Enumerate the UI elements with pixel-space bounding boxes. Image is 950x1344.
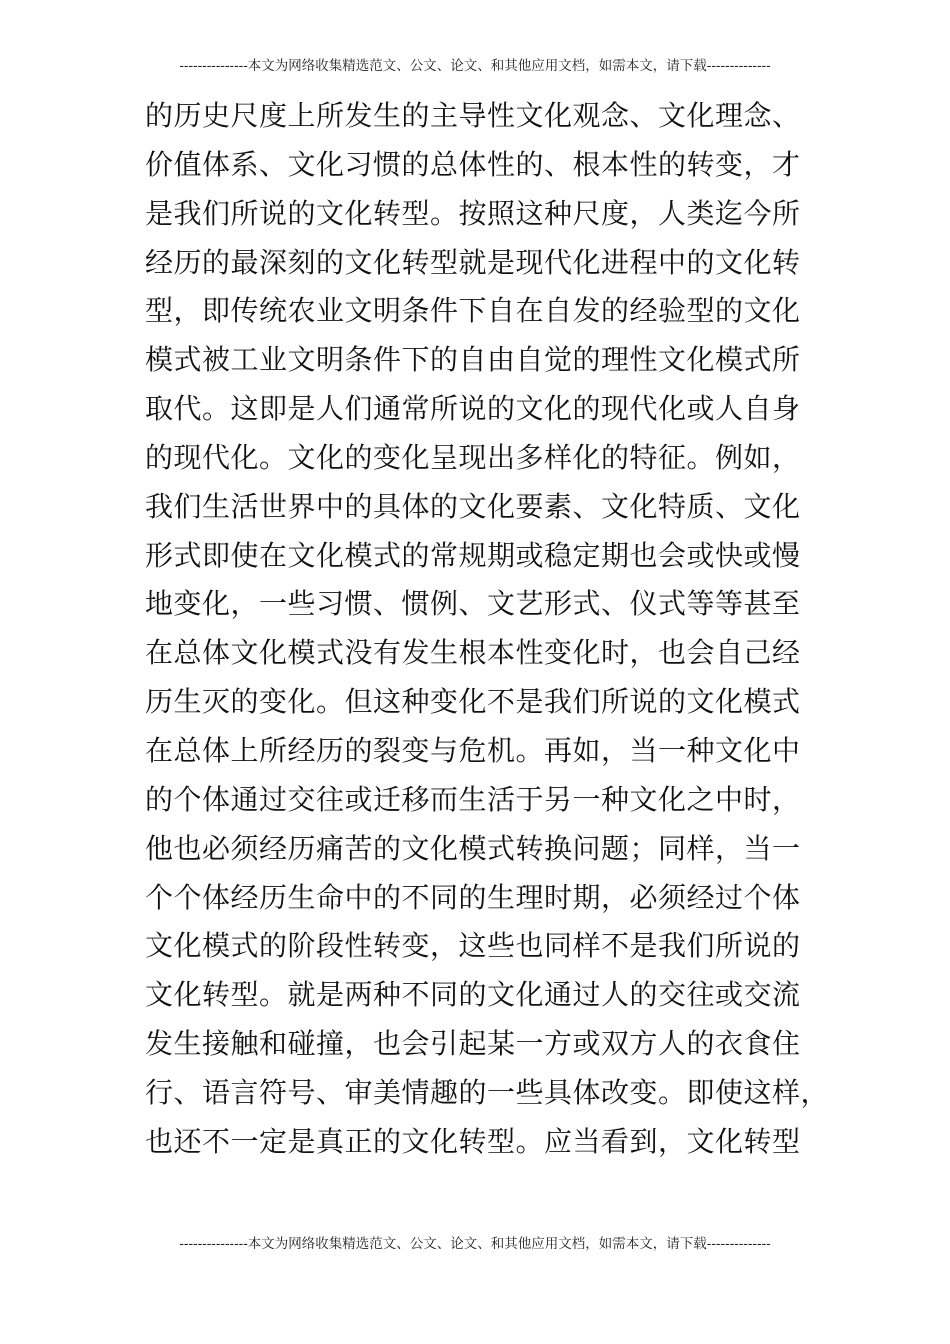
text-line: 形式即使在文化模式的常规期或稳定期也会或快或慢 <box>145 538 801 572</box>
text-line: 型，即传统农业文明条件下自在自发的经验型的文化 <box>145 294 801 328</box>
text-line: 行、语言符号、审美情趣的一些具体改变。即使这样， <box>145 1075 830 1109</box>
text-line: 价值体系、文化习惯的总体性的、根本性的转变，才 <box>145 147 801 181</box>
text-line: 发生接触和碰撞，也会引起某一方或双方人的衣食住 <box>145 1027 801 1061</box>
text-line: 的历史尺度上所发生的主导性文化观念、文化理念、 <box>145 99 801 132</box>
text-line: 模式被工业文明条件下的自由自觉的理性文化模式所 <box>145 343 801 377</box>
text-line: 在总体文化模式没有发生根本性变化时，也会自己经 <box>145 636 801 670</box>
text-line: 也还不一定是真正的文化转型。应当看到，文化转型 <box>145 1124 801 1158</box>
text-line: 在总体上所经历的裂变与危机。再如，当一种文化中 <box>145 733 801 767</box>
text-line: 文化转型。就是两种不同的文化通过人的交往或交流 <box>145 978 801 1012</box>
text-line: 他也必须经历痛苦的文化模式转换问题；同样，当一 <box>145 831 801 865</box>
text-line: 取代。这即是人们通常所说的文化的现代化或人自身 <box>145 392 801 426</box>
text-line: 我们生活世界中的具体的文化要素、文化特质、文化 <box>145 489 801 523</box>
text-line: 地变化，一些习惯、惯例、文艺形式、仪式等等甚至 <box>145 587 801 621</box>
text-line: 文化模式的阶段性转变，这些也同样不是我们所说的 <box>145 929 801 963</box>
text-line: 的现代化。文化的变化呈现出多样化的特征。例如， <box>145 440 801 474</box>
page-header: ---------------本文为网络收集精选范文、公文、论文、和其他应用文档，如需本文，请下载-------------- <box>179 58 771 74</box>
text-line: 是我们所说的文化转型。按照这种尺度，人类迄今所 <box>145 196 801 230</box>
text-line: 的个体通过交往或迁移而生活于另一种文化之中时， <box>145 782 801 816</box>
text-line: 经历的最深刻的文化转型就是现代化进程中的文化转 <box>145 245 801 279</box>
text-line: 历生灭的变化。但这种变化不是我们所说的文化模式 <box>145 685 801 719</box>
document-body <box>145 92 830 1167</box>
page-footer: ---------------本文为网络收集精选范文、公文、论文、和其他应用文档，如需本文，请下载-------------- <box>179 1236 771 1252</box>
text-line: 个个体经历生命中的不同的生理时期，必须经过个体 <box>145 880 801 914</box>
